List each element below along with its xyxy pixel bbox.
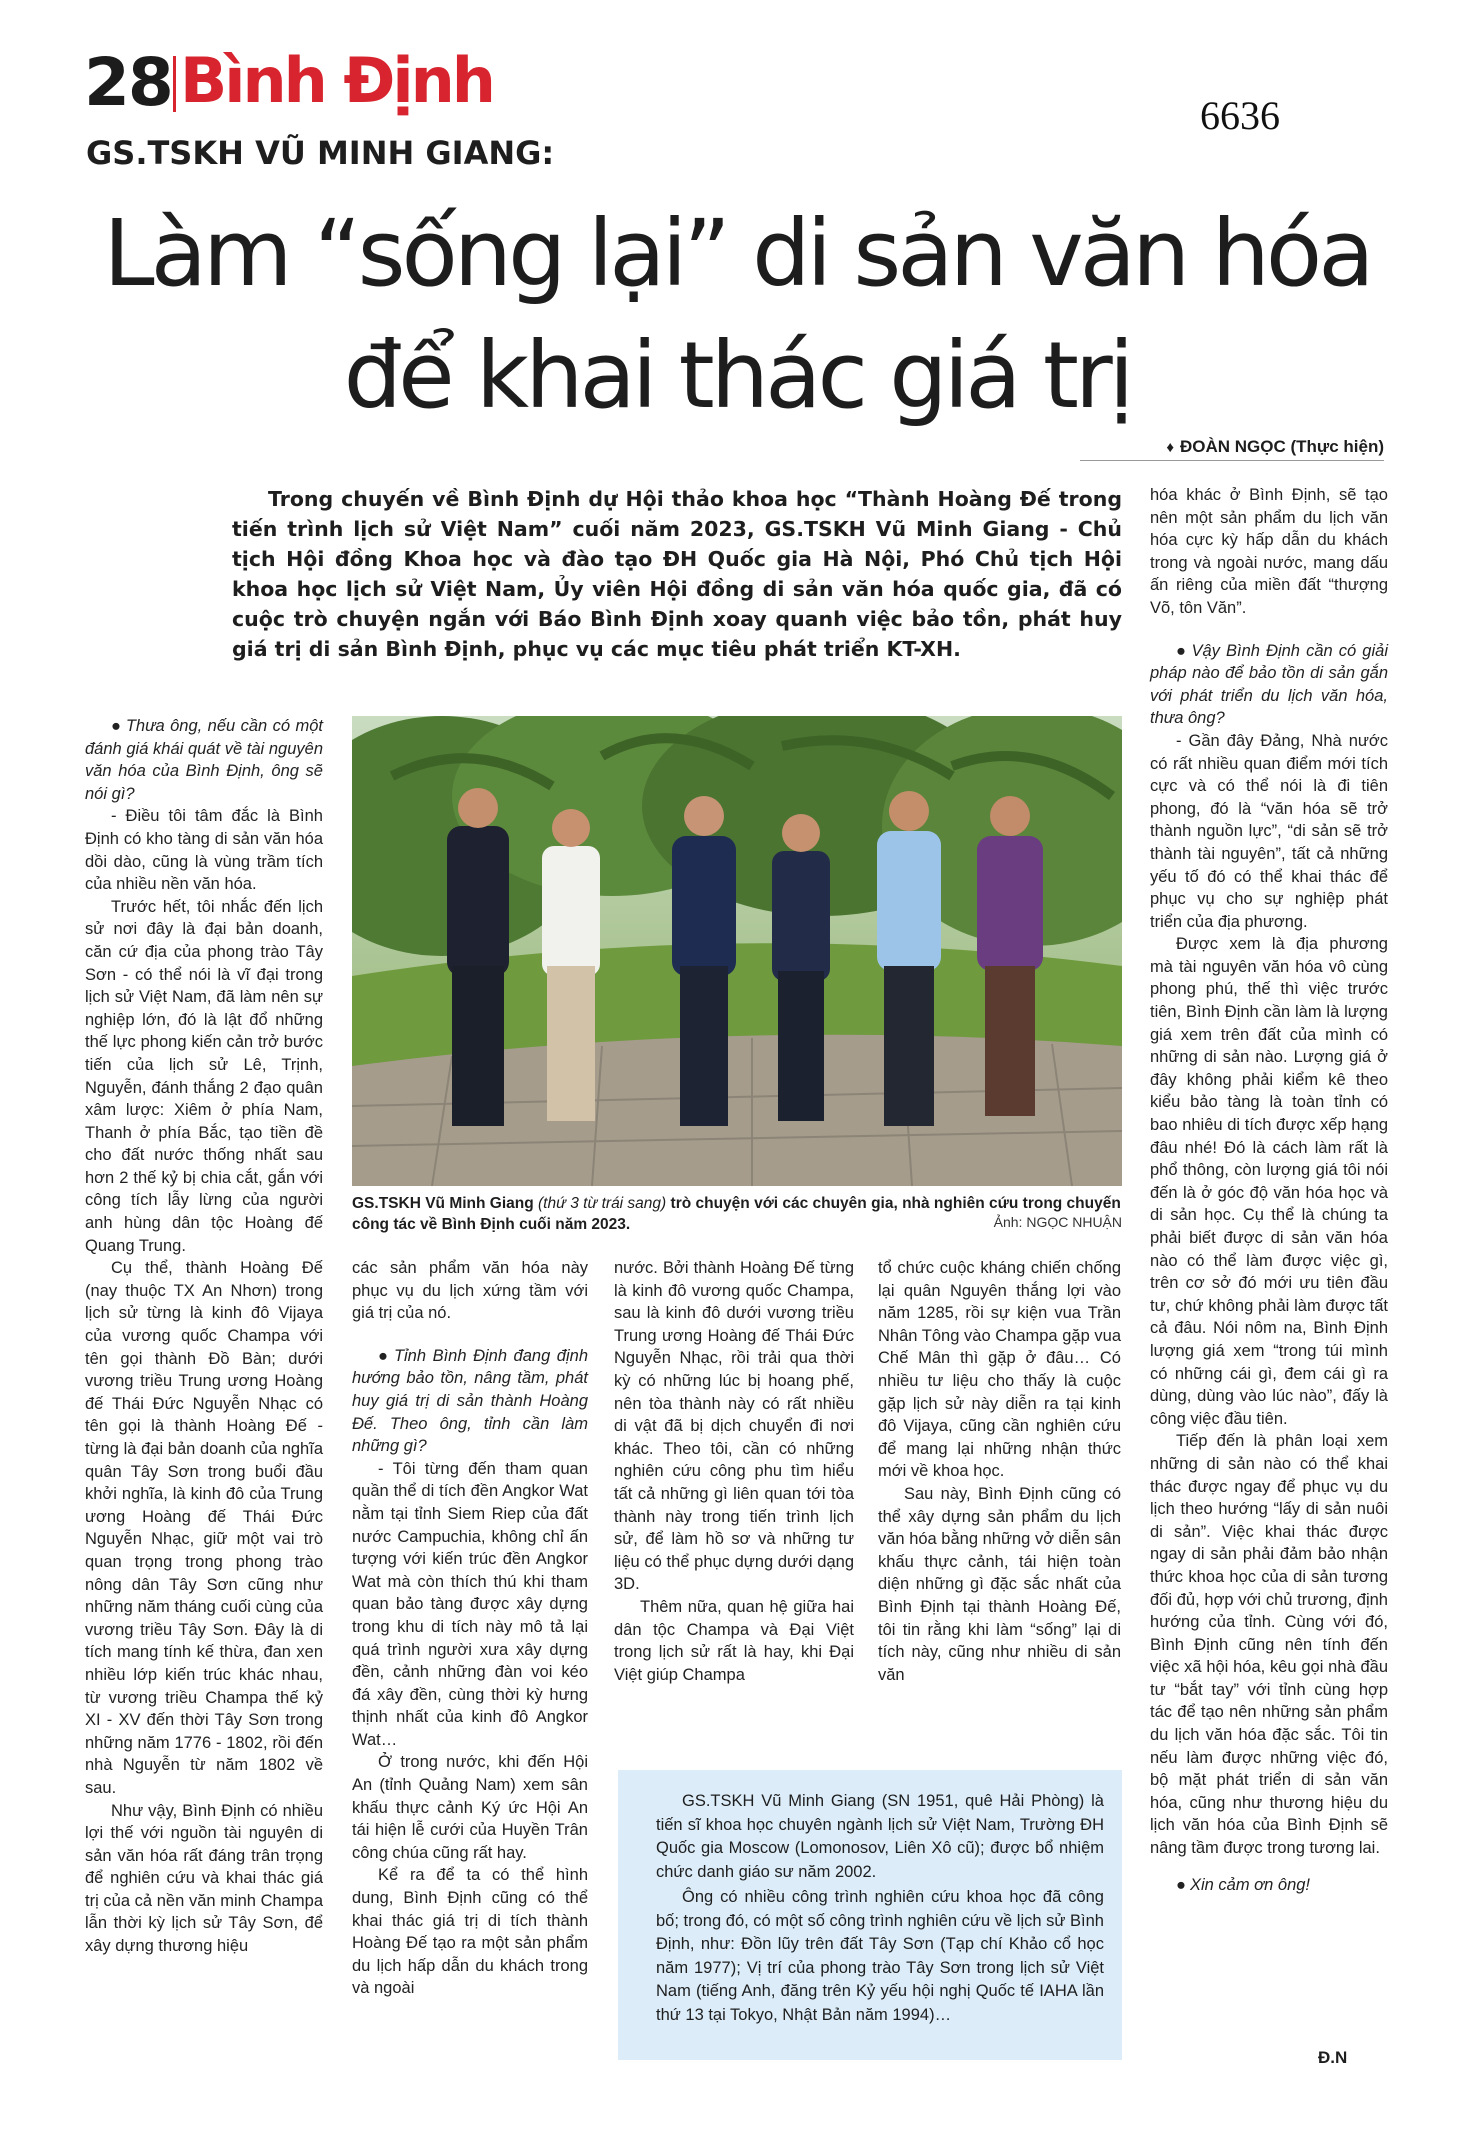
bullet-icon: ● [1176, 641, 1188, 660]
body-column-2 [352, 1257, 588, 2000]
page-id-number: 6636 [1200, 93, 1280, 138]
interview-question: ● Vậy Bình Định cần có giải pháp nào để bảo tồn di sản gắn với phát triển du lịch văn hóa, thưa ông? [1150, 641, 1388, 728]
body-paragraph: Ở trong nước, khi đến Hội An (tỉnh Quảng Nam) xem sân khấu thực cảnh Ký ức Hội An tái hiện lễ cưới của Huyền Trân công chúa cũng rất hay. [352, 1753, 588, 1862]
article-kicker: GS.TSKH VŨ MINH GIANG: [86, 134, 555, 172]
author-signoff: Đ.N [1318, 2048, 1348, 2067]
interview-closing: ● Xin cảm ơn ông! [1176, 1875, 1311, 1894]
body-paragraph: Như vậy, Bình Định có nhiều lợi thế với nguồn tài nguyên di sản văn hóa rất đáng trân trọng để nghiên cứu và khai thác giá trị của cả nền văn minh Champa lẫn thời kỳ lịch sử Tây Sơn, để xây dựng thương hiệu [85, 1801, 323, 1956]
byline [1080, 437, 1384, 457]
diamond-icon: ♦ [1166, 439, 1174, 456]
headline-line-2: để khai thác giá trị [343, 322, 1131, 429]
bio-paragraph: Ông có nhiều công trình nghiên cứu khoa học đã công bố; trong đó, có một số công trình nghiên cứu về lịch sử Bình Định, như: Đồn lũy trên đất Tây Sơn (Tạp chí Khảo cổ học năm 1977); Vị trí của phong trào Tây Sơn trong lịch sử Việt Nam (tiếng Anh, đăng trên Kỷ yếu hội nghị Quốc tế IAHA lần thứ 13 tại Tokyo, Nhật Bản năm 1994)… [656, 1888, 1104, 2024]
body-paragraph: Được xem là địa phương mà tài nguyên văn hóa vô cùng phong phú, thế thì việc trước tiên, Bình Định cần làm là lượng giá xem trên đất của mình có những di sản nào. Lượng giá ở đây không phải kiểm kê theo kiểu bảo tàng là toàn tỉnh có bao nhiêu di tích được xếp hạng đâu nhé! Đó là cách làm rất là phổ thông, còn lượng giá tôi nói đến là ở góc độ văn hóa học và di sản học. Cụ thể là chúng ta phải biết được di sản văn hóa nào có thể làm được việc gì, trên cơ sở đó mới ưu tiên đầu tư, chứ không phải làm được tất cả đâu. Nói nôm na, Bình Định lượng giá xem “trong túi mình có những cái gì, đem cái gì ra dùng, dùng vào lúc nào”, đấy là công việc đầu tiên. [1150, 935, 1388, 1428]
photo-caption: GS.TSKH Vũ Minh Giang (thứ 3 từ trái sang) trò chuyện với các chuyên gia, nhà nghiên cứu trong chuyến công tác về Bình Định cuối năm 2023. [352, 1195, 1121, 1233]
body-column-1 [85, 715, 323, 1958]
body-paragraph: Thêm nữa, quan hệ giữa hai dân tộc Champa và Đại Việt trong lịch sử rất là hay, khi Đại Việt giúp Champa [614, 1597, 854, 1684]
photo-illustration [352, 716, 1122, 1186]
body-paragraph: Trước hết, tôi nhắc đến lịch sử nơi đây là đại bản doanh, căn cứ địa của phong trào Tây Sơn - có thể nói là vĩ đại trong lịch sử Việt Nam, đã làm nên sự nghiệp lớn, đó là lật đổ những thế lực phong kiến cản trở bước tiến của lịch sử Lê, Trịnh, Nguyễn, đánh thắng 2 đạo quân xâm lược: Xiêm ở phía Nam, Thanh ở phía Bắc, tạo tiền đề cho đất nước thống nhất sau hơn 2 thế kỷ bị chia cắt, gắn với công tích lẫy lừng của người anh hùng dân tộc Hoàng đế Quang Trung. [85, 897, 323, 1255]
page-number: 28 [84, 44, 172, 121]
header-divider [173, 56, 176, 112]
bio-paragraph: GS.TSKH Vũ Minh Giang (SN 1951, quê Hải Phòng) là tiến sĩ khoa học chuyên ngành lịch sử Việt Nam, Trường ĐH Quốc gia Moscow (Lomonosov, Liên Xô cũ); được bổ nhiệm chức danh giáo sư năm 2002. [656, 1792, 1104, 1881]
photo-credit: Ảnh: NGỌC NHUẬN [993, 1214, 1122, 1230]
bullet-icon: ● [378, 1346, 390, 1365]
body-paragraph: hóa khác ở Bình Định, sẽ tạo nên một sản phẩm du lịch văn hóa cực kỳ hấp dẫn du khách trong và ngoài nước, mang dấu ấn riêng của miền đất “thượng Võ, tôn Văn”. [1150, 486, 1388, 617]
article-lead: Trong chuyến về Bình Định dự Hội thảo khoa học “Thành Hoàng Đế trong tiến trình lịch sử Việt Nam” cuối năm 2023, GS.TSKH Vũ Minh Giang - Chủ tịch Hội đồng Khoa học và đào tạo ĐH Quốc gia Hà Nội, Phó Chủ tịch Hội khoa học lịch sử Việt Nam, Ủy viên Hội đồng di sản văn hóa quốc gia, đã có cuộc trò chuyện ngắn với Báo Bình Định xoay quanh việc bảo tồn, phát huy giá trị di sản Bình Định, phục vụ các mục tiêu phát triển KT-XH. [232, 487, 1122, 661]
author-bio-box [618, 1770, 1122, 2060]
body-paragraph: tổ chức cuộc kháng chiến chống lại quân Nguyên thắng lợi vào năm 1285, rồi sự kiện vua Trần Nhân Tông vào Champa gặp vua Chế Mân thì gặp ở đâu… Có nhiều tư liệu cho thấy là cuộc gặp lịch sử này diễn ra tại kinh đô Vijaya, cũng cần nghiên cứu để mang lại những nhận thức mới về khoa học. [878, 1259, 1121, 1481]
interview-question: ● Thưa ông, nếu cần có một đánh giá khái quát về tài nguyên văn hóa của Bình Định, ông sẽ nói gì? [85, 717, 323, 803]
bullet-icon: ● [1176, 1875, 1186, 1894]
body-column-5 [1150, 484, 1388, 1896]
headline-line-1: Làm “sống lại” di sản văn hóa [103, 200, 1371, 307]
byline-rule [1080, 460, 1384, 461]
body-paragraph: Cụ thể, thành Hoàng Đế (nay thuộc TX An Nhơn) trong lịch sử từng là kinh đô Vijaya của vương quốc Champa với tên gọi thành Đồ Bàn; dưới vương triều Trung ương Hoàng đế Thái Đức Nguyễn Nhạc có tên gọi là thành Hoàng Đế - từng là đại bản doanh của nghĩa quân Tây Sơn trong buổi đầu khởi nghĩa, là kinh đô của Trung ương Hoàng đế Thái Đức Nguyễn Nhạc, giữ một vai trò quan trọng trong phong trào nông dân Tây Sơn cũng như những năm tháng cuối cùng của vương triều Tây Sơn. Đây là di tích mang tính kế thừa, đan xen nhiều lớp kiến trúc khác nhau, từ vương triều Champa thế kỷ XI - XV đến thời Tây Sơn trong những năm 1776 - 1802, rồi đến nhà Nguyễn từ năm 1802 về sau. [85, 1259, 323, 1797]
body-paragraph: Sau này, Bình Định cũng có thể xây dựng sản phẩm du lịch văn hóa bằng những vở diễn sân khấu thực cảnh, tái hiện toàn diện những gì đặc sắc nhất của Bình Định tại thành Hoàng Đế, tôi tin rằng khi làm “sống” lại di tích này, cũng như nhiều di sản văn [878, 1484, 1121, 1684]
body-paragraph: Tiếp đến là phân loại xem những di sản nào có thể khai thác được ngay để phục vụ du lịch theo hướng “lấy di sản nuôi di sản”. Việc khai thác được ngay di sản phải đảm bảo nhận thức khoa học của di sản tương đối đủ, hợp với chủ trương, định hướng của tỉnh. Cùng với đó, Bình Định cũng nên tính đến việc xã hội hóa, kêu gọi nhà đầu tư “bắt tay” với tỉnh cùng hợp tác để tạo nên những sản phẩm du lịch văn hóa đặc sắc. Tôi tin nếu làm được những việc đó, bộ mặt phát triển di sản văn hóa, cũng như thương hiệu du lịch văn hóa của Bình Định sẽ nâng tầm được trong tương lai. [1150, 1432, 1388, 1858]
body-paragraph: Kể ra để ta có thể hình dung, Bình Định cũng có thể khai thác giá trị di tích thành Hoàng Đế tạo ra một sản phẩm du lịch hấp dẫn du khách trong và ngoài [352, 1866, 588, 1998]
body-paragraph: - Tôi từng đến tham quan quần thể di tích đền Angkor Wat nằm tại tỉnh Siem Riep của đất nước Campuchia, không chỉ ấn tượng với kiến trúc đền Angkor Wat mà còn thích thú khi tham quan bảo tàng được xây dựng trong khu di tích này mô tả lại quá trình người xưa xây dựng đền, cảnh những đàn voi kéo đá xây đền, cùng thời kỳ hưng thịnh nhất của kinh đô Angkor Wat… [352, 1459, 588, 1749]
body-paragraph: - Điều tôi tâm đắc là Bình Định có kho tàng di sản văn hóa dồi dào, cũng là vùng trầm tích của nhiều nền văn hóa. [85, 807, 323, 894]
newspaper-masthead: Bình Định [180, 44, 493, 117]
body-paragraph: nước. Bởi thành Hoàng Đế từng là kinh đô vương quốc Champa, sau là kinh đô dưới vương triều Trung ương Hoàng đế Thái Đức Nguyễn Nhạc, rồi trải qua thời kỳ có những lúc bị hoang phế, nên tòa thành này có rất nhiều di vật đã bị dịch chuyển đi nơi khác. Theo tôi, cần có những nghiên cứu công phu tìm hiểu tất cả những gì liên quan tới tòa thành này trong tiến trình lịch sử, để làm hồ sơ và những tư liệu có thể phục dựng dưới dạng 3D. [614, 1259, 854, 1594]
bullet-icon: ● [111, 717, 122, 735]
body-paragraph: các sản phẩm văn hóa này phục vụ du lịch xứng tầm với giá trị của nó. [352, 1259, 588, 1323]
body-column-4 [878, 1257, 1121, 1686]
byline-text: ĐOÀN NGỌC (Thực hiện) [1179, 437, 1384, 456]
interview-question: ● Tỉnh Bình Định đang định hướng bảo tồn, nâng tầm, phát huy giá trị di sản thành Hoàng Đế. Theo ông, tỉnh cần làm những gì? [352, 1346, 589, 1456]
body-column-3 [614, 1257, 854, 1686]
body-paragraph: - Gần đây Đảng, Nhà nước có rất nhiều quan điểm mới tích cực và có thể nói là đi tiên phong, đó là “văn hóa sẽ trở thành nguồn lực”, “di sản sẽ trở thành tài nguyên”, tất cả những yếu tố đó có thể khai thác để phục vụ cho sự nghiệp phát triển của địa phương. [1150, 731, 1388, 931]
article-photo [352, 716, 1122, 1186]
